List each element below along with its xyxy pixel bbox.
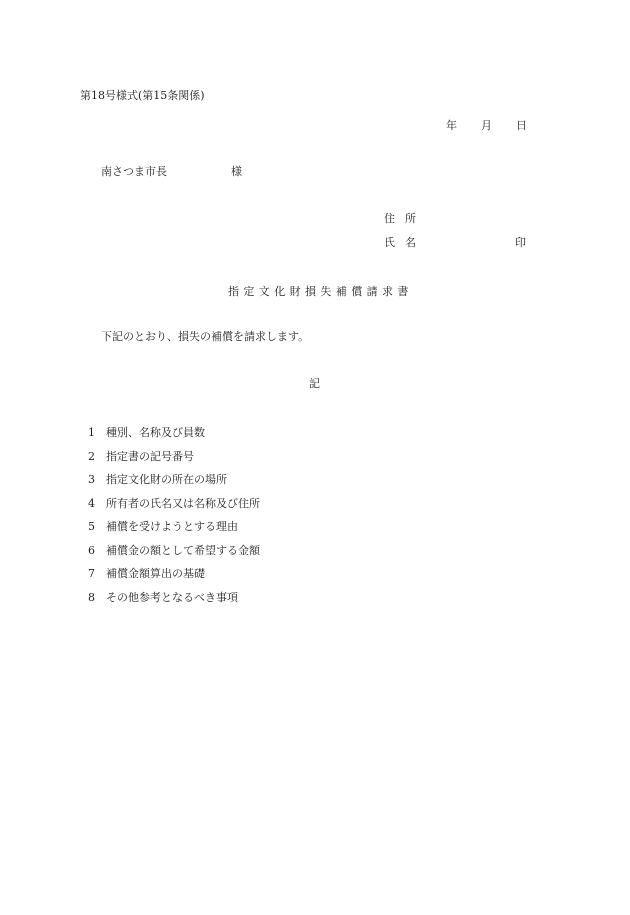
addressee-honorific: 様	[231, 165, 242, 178]
list-item	[88, 426, 260, 450]
item-label: その他参考となるべき事項	[106, 590, 238, 604]
item-number: 1	[88, 426, 95, 439]
addressee-name: 南さつま市長	[101, 165, 167, 178]
list-item	[88, 591, 260, 615]
document-title: 指定文化財損失補償請求書	[228, 285, 413, 298]
list-item	[88, 520, 260, 544]
list-item	[88, 544, 260, 568]
item-label: 指定文化財の所在の場所	[106, 473, 227, 486]
ki-heading: 記	[309, 377, 320, 390]
item-label: 補償を受けようとする理由	[106, 520, 238, 533]
date-month-label: 月	[481, 119, 492, 132]
item-number: 8	[88, 590, 95, 604]
item-number: 2	[88, 449, 95, 463]
item-number: 6	[88, 543, 95, 557]
list-item	[88, 567, 260, 591]
item-number: 5	[88, 520, 95, 533]
item-number: 4	[88, 496, 95, 510]
list-item	[88, 450, 260, 474]
date-year-label: 年	[446, 119, 457, 132]
item-label: 補償金額算出の基礎	[106, 567, 205, 580]
form-number: 第18号様式(第15条関係)	[80, 89, 205, 102]
list-item	[88, 497, 260, 521]
item-label: 種別、名称及び員数	[106, 426, 205, 439]
date-day-label: 日	[516, 119, 527, 132]
intro-text: 下記のとおり、損失の補償を請求します。	[101, 330, 310, 343]
item-label: 指定書の記号番号	[106, 449, 194, 463]
item-label: 所有者の氏名又は名称及び住所	[106, 496, 260, 510]
seal-label: 印	[515, 236, 526, 249]
applicant-name-label: 氏名	[384, 236, 426, 249]
item-label: 補償金の額として希望する金額	[106, 543, 260, 557]
item-number: 7	[88, 567, 95, 580]
item-list	[88, 426, 260, 614]
item-number: 3	[88, 473, 95, 486]
applicant-address-label: 住所	[384, 212, 426, 225]
list-item	[88, 473, 260, 497]
